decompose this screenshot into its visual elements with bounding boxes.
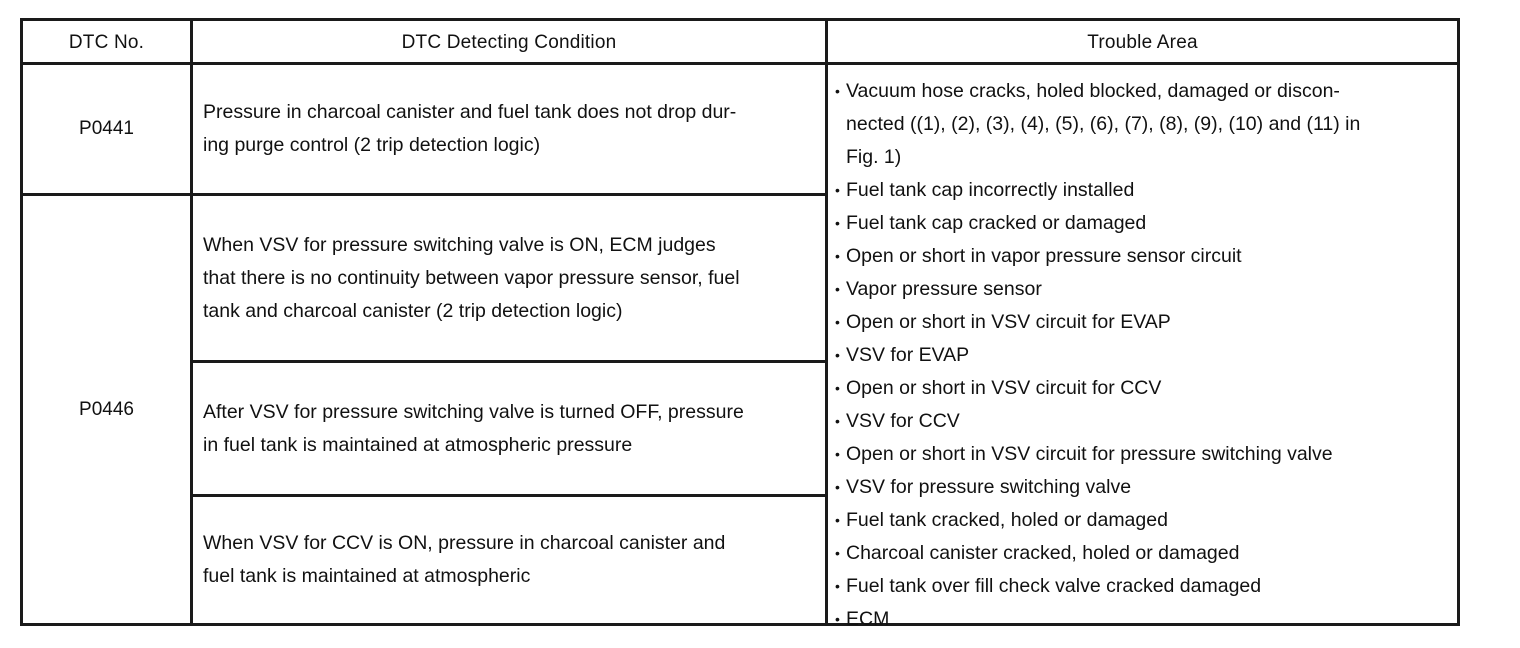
column-divider-1 [190,21,193,623]
condition-p0446-3 [203,497,833,623]
bullet-icon: • [835,215,840,231]
bullet-icon: • [835,83,840,99]
bullet-icon: • [835,512,840,528]
dtc-code-p0441: P0441 [79,118,134,139]
trouble-area-text: Vapor pressure sensor [846,278,1042,300]
bullet-icon: • [835,578,840,594]
trouble-area-text: VSV for pressure switching valve [846,476,1132,498]
trouble-area-item [835,207,1455,240]
trouble-area-text: Fuel tank over fill check valve cracked damaged [846,575,1262,597]
header-trouble-area: Trouble Area [1087,32,1198,53]
trouble-area-item [835,471,1455,504]
trouble-area-item [835,603,1455,636]
bullet-icon: • [835,446,840,462]
bullet-icon: • [835,281,840,297]
condition-text: When VSV for CCV is ON, pressure in charcoal canister and fuel tank is maintained at atmospheric [203,532,726,587]
trouble-area-text: Open or short in VSV circuit for EVAP [846,311,1171,333]
trouble-area-text: Fuel tank cap incorrectly installed [846,179,1135,201]
trouble-area-text: Charcoal canister cracked, holed or damaged [846,542,1240,564]
trouble-area-text: Open or short in vapor pressure sensor circuit [846,245,1242,267]
bullet-icon: • [835,413,840,429]
trouble-area-text: Open or short in VSV circuit for CCV [846,377,1162,399]
trouble-area-text: VSV for EVAP [846,344,970,366]
trouble-area-item [835,273,1455,306]
trouble-area-item [835,405,1455,438]
dtc-code-p0446: P0446 [79,398,134,420]
trouble-area-item [835,438,1455,471]
bullet-icon: • [835,347,840,363]
trouble-area-item [835,504,1455,537]
header-detecting-condition: DTC Detecting Condition [401,32,617,53]
trouble-area-text: Fuel tank cracked, holed or damaged [846,509,1168,531]
trouble-area-list [835,75,1455,636]
condition-p0446-2 [203,363,833,494]
trouble-area-item [835,174,1455,207]
trouble-area-item [835,306,1455,339]
trouble-area-text: Fuel tank cap cracked or damaged [846,212,1147,234]
condition-p0446-1 [203,196,833,360]
trouble-area-text: VSV for CCV [846,410,960,432]
trouble-area-item [835,537,1455,570]
bullet-icon: • [835,545,840,561]
trouble-area-item [835,240,1455,273]
trouble-area-item [835,570,1455,603]
header-dtc-no: DTC No. [68,32,145,53]
dtc-table [20,18,1460,630]
trouble-area-text: Vacuum hose cracks, holed blocked, damaged or discon- nected ((1), (2), (3), (4), (5), (6), (7), (8), (9), (10) and (11) in Fig. 1) [846,80,1361,168]
bullet-icon: • [835,380,840,396]
bullet-icon: • [835,611,840,627]
trouble-area-text: ECM [846,608,890,630]
condition-text: Pressure in charcoal canister and fuel tank does not drop dur- ing purge control (2 trip detection logic) [203,101,737,156]
trouble-area-item [835,339,1455,372]
condition-text: When VSV for pressure switching valve is ON, ECM judges that there is no continuity between vapor pressure sensor, fuel tank and charcoal canister (2 trip detection logic) [203,233,740,322]
trouble-area-item [835,75,1455,174]
bullet-icon: • [835,479,840,495]
trouble-area-item [835,372,1455,405]
bullet-icon: • [835,182,840,198]
trouble-area-text: Open or short in VSV circuit for pressure switching valve [846,443,1333,465]
bullet-icon: • [835,248,840,264]
condition-p0441 [203,65,833,193]
condition-text: After VSV for pressure switching valve is turned OFF, pressure in fuel tank is maintained at atmospheric pressure [203,400,744,456]
bullet-icon: • [835,314,840,330]
